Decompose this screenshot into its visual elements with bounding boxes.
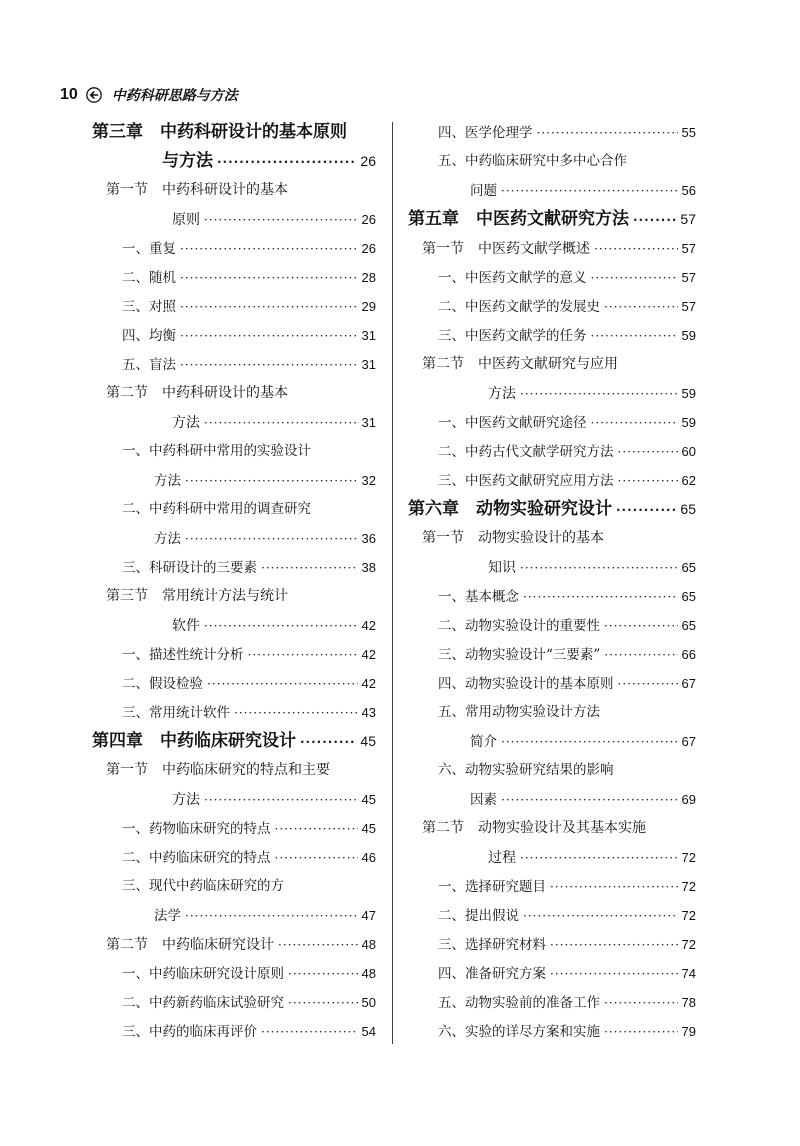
dot-leader	[520, 844, 678, 873]
toc-section-entry	[92, 408, 376, 437]
toc-entry-title: 二、中医药文献学的发展史	[438, 299, 600, 315]
toc-page-number: 67	[681, 676, 696, 691]
toc-section-entry	[408, 234, 696, 263]
toc-section-entry	[92, 930, 376, 959]
toc-item-entry	[92, 234, 376, 263]
toc-chapter-entry	[408, 495, 696, 524]
toc-entry-title: 方法	[154, 473, 181, 489]
toc-page-number: 28	[361, 270, 376, 285]
toc-page-number: 62	[681, 473, 696, 488]
toc-entry-title: 一、中药科研中常用的实验设计	[122, 443, 311, 459]
dot-leader	[604, 612, 678, 641]
toc-item-entry	[92, 669, 376, 698]
toc-entry-title: 二、中药科研中常用的调查研究	[122, 501, 311, 517]
toc-page-number: 56	[681, 183, 696, 198]
dot-leader	[501, 786, 678, 815]
toc-entry-title: 软件	[172, 618, 200, 634]
toc-item-entry	[92, 321, 376, 350]
toc-page-number: 48	[361, 966, 376, 981]
toc-section-entry	[92, 379, 376, 408]
toc-entry-title: 五、盲法	[122, 357, 176, 373]
column-divider	[392, 122, 393, 1044]
toc-item-entry	[408, 118, 696, 147]
dot-leader	[300, 728, 356, 757]
toc-item-entry	[92, 640, 376, 669]
dot-leader	[278, 931, 358, 960]
toc-item-entry	[92, 466, 376, 495]
toc-item-entry	[408, 698, 696, 727]
toc-page-number: 42	[361, 676, 376, 691]
toc-page-number: 57	[680, 211, 696, 227]
toc-item-entry	[92, 872, 376, 901]
dot-leader	[180, 293, 358, 322]
toc-page-number: 57	[681, 270, 696, 285]
toc-item-entry	[408, 263, 696, 292]
dot-leader	[288, 989, 358, 1018]
dot-leader	[185, 902, 358, 931]
toc-entry-title: 一、选择研究题目	[438, 879, 546, 895]
toc-entry-title: 简介	[470, 734, 497, 750]
dot-leader	[523, 583, 678, 612]
toc-page-number: 72	[681, 850, 696, 865]
toc-item-entry	[408, 959, 696, 988]
toc-chapter-entry	[408, 205, 696, 234]
toc-section-entry	[408, 843, 696, 872]
toc-entry-title: 方法	[172, 792, 200, 808]
toc-page-number: 66	[681, 647, 696, 662]
toc-section-entry	[408, 553, 696, 582]
dot-leader	[261, 1018, 358, 1047]
toc-page-number: 48	[361, 937, 376, 952]
toc-entry-title: 第五章 中医药文献研究方法	[408, 209, 629, 229]
dot-leader	[275, 844, 358, 873]
toc-section-entry	[92, 176, 376, 205]
toc-item-entry	[408, 292, 696, 321]
toc-section-entry	[92, 756, 376, 785]
dot-leader	[248, 641, 358, 670]
page-number: 10	[60, 86, 78, 103]
toc-left-column	[92, 118, 376, 1046]
toc-entry-title: 二、中药新药临床试验研究	[122, 995, 284, 1011]
toc-entry-title: 第三节 常用统计方法与统计	[106, 588, 288, 604]
toc-item-entry	[92, 292, 376, 321]
dot-leader	[501, 728, 678, 757]
toc-entry-title: 第一节 动物实验设计的基本	[422, 530, 604, 546]
toc-page-number: 65	[681, 618, 696, 633]
toc-entry-title: 过程	[488, 850, 516, 866]
dot-leader	[616, 496, 676, 525]
toc-page-number: 72	[681, 908, 696, 923]
toc-right-column	[408, 118, 696, 1046]
toc-entry-title: 三、现代中药临床研究的方	[122, 878, 284, 894]
dot-leader	[550, 931, 678, 960]
toc-page-number: 50	[361, 995, 376, 1010]
toc-item-entry	[408, 437, 696, 466]
toc-page-number: 55	[681, 125, 696, 140]
toc-page-number: 59	[681, 386, 696, 401]
toc-item-entry	[92, 959, 376, 988]
dot-leader	[591, 409, 678, 438]
toc-page-number: 29	[361, 299, 376, 314]
toc-page-number: 42	[361, 618, 376, 633]
toc-item-entry	[408, 582, 696, 611]
toc-item-entry	[92, 350, 376, 379]
toc-entry-title: 第六章 动物实验研究设计	[408, 499, 612, 519]
toc-entry-title: 法学	[154, 908, 181, 924]
toc-entry-title: 第二节 中药临床研究设计	[106, 937, 274, 953]
toc-page-number: 42	[361, 647, 376, 662]
toc-entry-title: 一、中医药文献学的意义	[438, 270, 587, 286]
dot-leader	[288, 960, 358, 989]
toc-chapter-entry	[92, 118, 376, 147]
toc-entry-title: 三、中药的临床再评价	[122, 1024, 257, 1040]
dot-leader	[207, 670, 358, 699]
dot-leader	[185, 525, 358, 554]
toc-entry-title: 一、中医药文献研究途径	[438, 415, 587, 431]
toc-page-number: 46	[361, 850, 376, 865]
toc-page-number: 79	[681, 1024, 696, 1039]
toc-item-entry	[92, 698, 376, 727]
toc-page-number: 65	[681, 589, 696, 604]
dot-leader	[633, 206, 676, 235]
toc-entry-title: 方法	[488, 386, 516, 402]
toc-page-number: 26	[360, 153, 376, 169]
dot-leader	[180, 264, 358, 293]
toc-entry-title: 方法	[172, 415, 200, 431]
toc-entry-title: 第一节 中药科研设计的基本	[106, 182, 288, 198]
dot-leader	[550, 873, 678, 902]
toc-page-number: 45	[361, 821, 376, 836]
toc-entry-title: 五、动物实验前的准备工作	[438, 995, 600, 1011]
dot-leader	[204, 206, 358, 235]
toc-entry-title: 六、动物实验研究结果的影响	[438, 762, 614, 778]
toc-entry-title: 三、科研设计的三要素	[122, 560, 257, 576]
dot-leader	[204, 786, 358, 815]
toc-item-entry	[408, 321, 696, 350]
dot-leader	[180, 322, 358, 351]
toc-entry-title: 二、中药临床研究的特点	[122, 850, 271, 866]
toc-entry-title: 四、准备研究方案	[438, 966, 546, 982]
toc-item-entry	[408, 756, 696, 785]
toc-section-entry	[92, 611, 376, 640]
toc-entry-title: 知识	[488, 560, 516, 576]
toc-entry-title: 第一节 中医药文献学概述	[422, 241, 590, 257]
toc-entry-title: 五、中药临床研究中多中心合作	[438, 153, 627, 169]
toc-item-entry	[92, 263, 376, 292]
toc-entry-title: 第三章 中药科研设计的基本原则	[92, 122, 347, 142]
toc-page-number: 74	[681, 966, 696, 981]
toc-entry-title: 三、常用统计软件	[122, 705, 230, 721]
dot-leader	[591, 322, 678, 351]
toc-page-number: 67	[681, 734, 696, 749]
toc-section-entry	[408, 524, 696, 553]
toc-page-number: 45	[361, 792, 376, 807]
toc-entry-title: 六、实验的详尽方案和实施	[438, 1024, 600, 1040]
toc-entry-title: 因素	[470, 792, 497, 808]
toc-entry-title: 一、中药临床研究设计原则	[122, 966, 284, 982]
dot-leader	[604, 293, 678, 322]
toc-entry-title: 三、动物实验设计“三要素”	[438, 647, 601, 663]
toc-item-entry	[408, 727, 696, 756]
toc-page-number: 65	[681, 560, 696, 575]
toc-page-number: 57	[681, 241, 696, 256]
toc-item-entry	[408, 930, 696, 959]
toc-item-entry	[92, 843, 376, 872]
toc-page-number: 65	[680, 501, 696, 517]
toc-item-entry	[408, 176, 696, 205]
toc-entry-title: 第四章 中药临床研究设计	[92, 731, 296, 751]
dot-leader	[618, 438, 678, 467]
toc-page-number: 54	[361, 1024, 376, 1039]
dot-leader	[618, 670, 678, 699]
running-title: 中药科研思路与方法	[111, 88, 238, 104]
toc-page-number: 26	[361, 212, 376, 227]
dot-leader	[501, 177, 678, 206]
toc-page-number: 38	[361, 560, 376, 575]
toc-item-entry	[408, 669, 696, 698]
toc-page-number: 36	[361, 531, 376, 546]
toc-item-entry	[408, 147, 696, 176]
toc-page-number: 43	[361, 705, 376, 720]
toc-item-entry	[408, 901, 696, 930]
dot-leader	[604, 641, 677, 670]
dot-leader	[520, 380, 678, 409]
toc-entry-title: 三、对照	[122, 299, 176, 315]
toc-item-entry	[92, 988, 376, 1017]
toc-entry-title: 四、动物实验设计的基本原则	[438, 676, 614, 692]
dot-leader	[217, 148, 356, 177]
toc-section-entry	[408, 379, 696, 408]
toc-page-number: 45	[360, 733, 376, 749]
toc-item-entry	[408, 640, 696, 669]
toc-entry-title: 第二节 中医药文献研究与应用	[422, 356, 618, 372]
toc-page-number: 31	[361, 357, 376, 372]
dot-leader	[604, 989, 678, 1018]
toc-section-entry	[92, 785, 376, 814]
toc-page-number: 26	[361, 241, 376, 256]
toc-page-number: 57	[681, 299, 696, 314]
toc-entry-title: 三、中医药文献研究应用方法	[438, 473, 614, 489]
toc-section-entry	[408, 814, 696, 843]
arrow-left-circle-icon	[86, 87, 102, 103]
toc-item-entry	[408, 408, 696, 437]
toc-entry-title: 四、医学伦理学	[438, 125, 533, 141]
toc-item-entry	[92, 437, 376, 466]
toc-entry-title: 五、常用动物实验设计方法	[438, 704, 600, 720]
toc-entry-title: 原则	[172, 212, 200, 228]
dot-leader	[550, 960, 678, 989]
toc-page-number: 72	[681, 879, 696, 894]
toc-item-entry	[92, 901, 376, 930]
toc-item-entry	[408, 988, 696, 1017]
toc-item-entry	[408, 611, 696, 640]
toc-page-number: 59	[681, 415, 696, 430]
toc-entry-title: 一、药物临床研究的特点	[122, 821, 271, 837]
toc-item-entry	[92, 814, 376, 843]
dot-leader	[234, 699, 358, 728]
toc-page-number: 69	[681, 792, 696, 807]
toc-page-number: 72	[681, 937, 696, 952]
toc-page-number: 31	[361, 415, 376, 430]
toc-item-entry	[408, 466, 696, 495]
toc-entry-title: 一、描述性统计分析	[122, 647, 244, 663]
dot-leader	[604, 1018, 678, 1047]
toc-entry-title: 二、随机	[122, 270, 176, 286]
toc-entry-title: 二、中药古代文献学研究方法	[438, 444, 614, 460]
dot-leader	[204, 409, 358, 438]
toc-entry-title: 第二节 中药科研设计的基本	[106, 385, 288, 401]
toc-entry-title: 一、基本概念	[438, 589, 519, 605]
dot-leader	[180, 351, 358, 380]
toc-item-entry	[408, 1017, 696, 1046]
dot-leader	[185, 467, 358, 496]
toc-entry-title: 四、均衡	[122, 328, 176, 344]
dot-leader	[523, 902, 678, 931]
toc-entry-title: 三、中医药文献学的任务	[438, 328, 587, 344]
dot-leader	[594, 235, 678, 264]
page-header	[60, 84, 238, 106]
toc-item-entry	[92, 524, 376, 553]
toc-page-number: 31	[361, 328, 376, 343]
dot-leader	[261, 554, 358, 583]
dot-leader	[537, 119, 678, 148]
toc-entry-title: 二、动物实验设计的重要性	[438, 618, 600, 634]
dot-leader	[591, 264, 678, 293]
toc-section-entry	[92, 205, 376, 234]
dot-leader	[618, 467, 678, 496]
toc-chapter-entry	[92, 727, 376, 756]
toc-entry-title: 方法	[154, 531, 181, 547]
dot-leader	[204, 612, 358, 641]
toc-item-entry	[408, 872, 696, 901]
toc-entry-title: 问题	[470, 183, 497, 199]
toc-page-number: 59	[681, 328, 696, 343]
toc-page-number: 47	[361, 908, 376, 923]
dot-leader	[180, 235, 358, 264]
toc-entry-title: 与方法	[162, 151, 213, 171]
dot-leader	[520, 554, 678, 583]
toc-chapter-entry	[92, 147, 376, 176]
toc-item-entry	[408, 785, 696, 814]
toc-section-entry	[92, 582, 376, 611]
toc-page-number: 60	[681, 444, 696, 459]
toc-entry-title: 三、选择研究材料	[438, 937, 546, 953]
toc-page-number: 78	[681, 995, 696, 1010]
toc-entry-title: 二、提出假说	[438, 908, 519, 924]
toc-section-entry	[408, 350, 696, 379]
toc-item-entry	[92, 553, 376, 582]
dot-leader	[275, 815, 358, 844]
toc-item-entry	[92, 1017, 376, 1046]
toc-entry-title: 第一节 中药临床研究的特点和主要	[106, 762, 330, 778]
toc-page-number: 32	[361, 473, 376, 488]
toc-entry-title: 一、重复	[122, 241, 176, 257]
toc-entry-title: 第二节 动物实验设计及其基本实施	[422, 820, 646, 836]
toc-entry-title: 二、假设检验	[122, 676, 203, 692]
toc-item-entry	[92, 495, 376, 524]
